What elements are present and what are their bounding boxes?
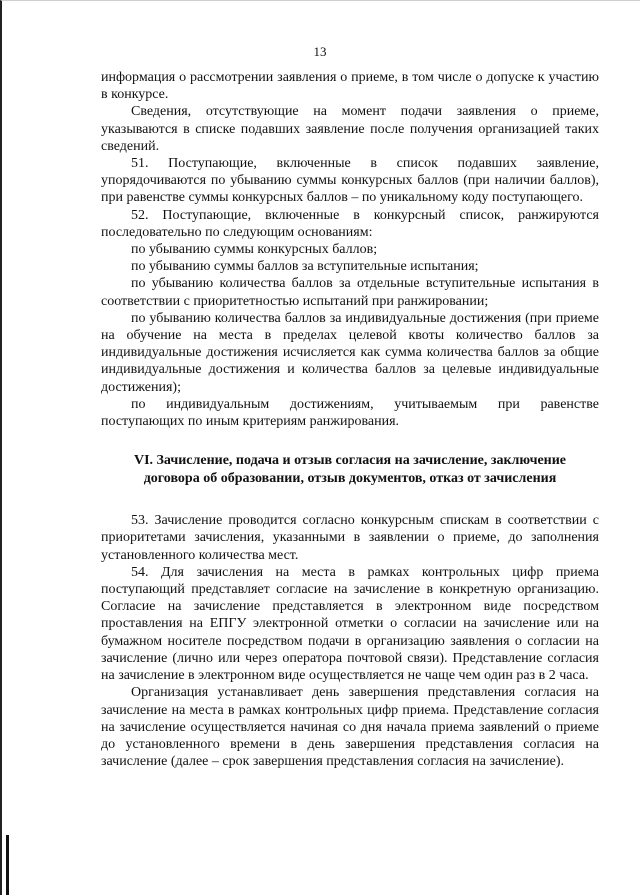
paragraph-item-54: 54. Для зачисления на места в рамках контрольных цифр приема поступающий представляет согласие на зачисление в конкретную организацию. Согласие на зачисление представляется в электронном виде посредством проставления на ЕПГУ электронной отметки о согласии на зачисление или на бумажном носителе посредством подачи в организацию заявления о согласии на зачисление (лично или через оператора почтовой связи). Представление согласия на зачисление в электронном виде осуществляется не чаще чем один раз в 2 часа.	[101, 564, 599, 684]
ranking-criterion-4: по убыванию количества баллов за индивидуальные достижения (при приеме на обучение на места в пределах целевой квоты количество баллов за индивидуальные достижения исчисляется как сумма количества баллов за общие индивидуальные достижения и количества баллов за целевые индивидуальные достижения);	[101, 310, 599, 395]
paragraph-missing-info: Сведения, отсутствующие на момент подачи заявления о приеме, указываются в списке подавших заявление после получения организацией таких сведений.	[101, 104, 599, 154]
paragraph-continuation: информация о рассмотрении заявления о приеме, в том числе о допуске к участию в конкурсе.	[101, 70, 599, 103]
ranking-criterion-1: по убыванию суммы конкурсных баллов;	[131, 242, 378, 258]
document-body	[101, 69, 599, 770]
ranking-criterion-3: по убыванию количества баллов за отдельные вступительные испытания в соответствии с приоритетностью испытаний при ранжировании;	[101, 276, 599, 309]
paragraph-item-53: 53. Зачисление проводится согласно конкурсным спискам в соответствии с приоритетами зачисления, указанными в заявлении о приеме, до заполнения установленного количества мест.	[101, 513, 599, 563]
ranking-criterion-5: по индивидуальным достижениям, учитываемым при равенстве поступающих по иным критериям ранжирования.	[101, 396, 599, 430]
section-heading-vi: VI. Зачисление, подача и отзыв согласия на зачисление, заключение договора об образовании, отзыв документов, отказ от зачисления	[133, 453, 567, 487]
paragraph-item-52: 52. Поступающие, включенные в конкурсный список, ранжируются последовательно по следующим основаниям:	[101, 207, 599, 240]
ranking-criterion-2: по убыванию суммы баллов за вступительные испытания;	[131, 259, 479, 275]
paragraph-item-51: 51. Поступающие, включенные в список подавших заявление, упорядочиваются по убыванию суммы конкурсных баллов (при наличии баллов), при равенстве суммы конкурсных баллов – по уникальному коду поступающего.	[101, 156, 599, 206]
paragraph-deadline: Организация устанавливает день завершения представления согласия на зачисление на места в рамках контрольных цифр приема. Представление согласия на зачисление осуществляется начиная со дня начала приема заявлений о приеме до установленного времени в день завершения представления согласия на зачисление (далее – срок завершения представления согласия на зачисление).	[101, 685, 599, 770]
page-number: 13	[313, 44, 327, 59]
scan-edge-mark	[6, 835, 9, 895]
